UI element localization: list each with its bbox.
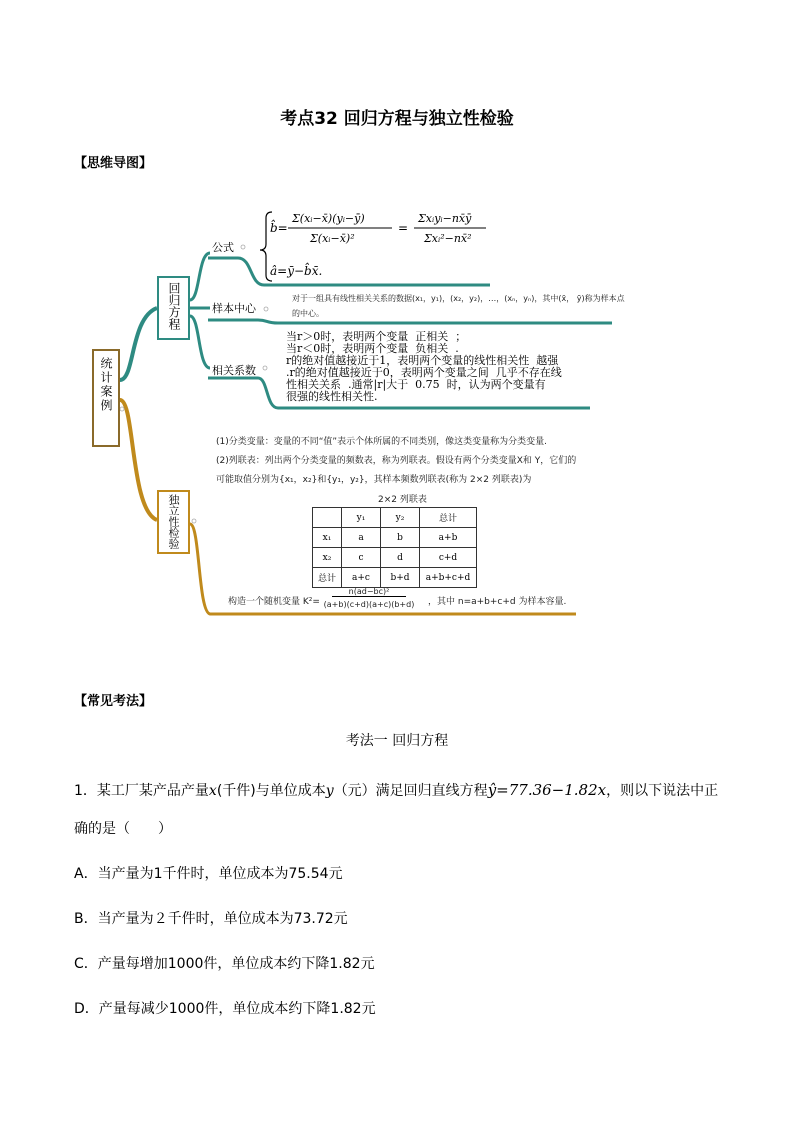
question-var-y: y [325, 783, 334, 799]
correlation-line-6: 很强的线性相关性. [286, 390, 378, 403]
k2-prefix: 构造一个随机变量 K²= [228, 597, 320, 607]
page-title: 考点32 回归方程与独立性检验 [280, 109, 514, 129]
question-stem-line2: 确的是（ ） [74, 821, 172, 837]
option-a[interactable]: A．当产量为1千件时，单位成本为75.54元 [74, 866, 343, 882]
question-stem-part: ，则以下说法中正 [606, 783, 719, 799]
root-node [92, 349, 120, 447]
underline-sample-center [208, 320, 612, 323]
connector-root-regression [120, 308, 157, 380]
correlation-line-2: 当r＜0时，表明两个变量 负相关 . [286, 342, 459, 355]
formula-b-label: b̂= [270, 221, 288, 235]
regression-node [157, 276, 190, 340]
formula-denominator-2: Σxᵢ²−nx̄² [424, 232, 472, 245]
k2-suffix: ，其中 n=a+b+c+d 为样本容量. [428, 597, 567, 607]
table-row [313, 528, 477, 548]
table-cell: b+d [381, 568, 420, 588]
regression-node-label: 回归方程 [167, 282, 181, 330]
formula-a: â=ȳ−b̂x̄. [270, 264, 323, 278]
table-cell: 总计 [420, 508, 477, 528]
sample-center-text-1: 对于一组具有线性相关关系的数据(x₁，y₁)，(x₂，y₂)，…，(xₙ，yₙ)，其中(x̄， ȳ)称为样本点 [292, 294, 625, 303]
table-cell [313, 508, 342, 528]
option-d[interactable]: D．产量每减少1000件，单位成本约下降1.82元 [74, 1001, 376, 1017]
branch-correlation-label: 相关系数 [212, 364, 256, 377]
table-cell: x₁ [313, 528, 342, 548]
table-cell: a+b [420, 528, 477, 548]
contingency-table-caption: 2×2 列联表 [378, 495, 427, 505]
table-cell: a+b+c+d [420, 568, 477, 588]
connector-correlation [190, 316, 210, 368]
table-cell: c+d [420, 548, 477, 568]
independence-node [157, 490, 190, 554]
table-cell: a [342, 528, 381, 548]
table-cell: x₂ [313, 548, 342, 568]
independence-text-2: (2)列联表：列出两个分类变量的频数表，称为列联表。假设有两个分类变量X和 Y，它们的 [216, 456, 577, 466]
connector-formula [190, 253, 210, 300]
k2-numerator: n(ad−bc)² [332, 587, 406, 597]
sample-center-text-2: 的中心。 [292, 309, 324, 318]
method1-heading: 考法一 回归方程 [345, 733, 449, 749]
formula-denominator-1: Σ(xᵢ−x̄)² [310, 232, 355, 245]
underline-formula [208, 258, 490, 285]
independence-node-label: 独立性检验 [167, 494, 180, 549]
root-label: 统计案例 [99, 357, 113, 413]
option-b[interactable]: B．当产量为２千件时，单位成本为73.72元 [74, 911, 348, 927]
question-stem-part: (千件)与单位成本 [216, 783, 326, 799]
question-var-x: x [208, 783, 217, 799]
connector-root-independence [120, 400, 157, 520]
independence-text-3: 可能取值分别为{x₁，x₂}和{y₁，y₂}，其样本频数列联表(称为 2×2 列联表)为 [216, 475, 532, 485]
contingency-table [312, 507, 477, 588]
table-row [313, 568, 477, 588]
formula-numerator-2: Σxᵢyᵢ−nx̄ȳ [418, 212, 472, 225]
formula-numerator-1: Σ(xᵢ−x̄)(yᵢ−ȳ) [292, 212, 365, 225]
question-stem [74, 780, 718, 800]
table-cell: b [381, 528, 420, 548]
section-methods-heading: 【常见考法】 [74, 694, 153, 709]
question-stem-part: （元）满足回归直线方程 [333, 783, 488, 799]
option-c[interactable]: C．产量每增加1000件，单位成本约下降1.82元 [74, 956, 375, 972]
branch-sample-center-label: 样本中心 [212, 302, 256, 315]
k2-denominator: (a+b)(c+d)(a+c)(b+d) [323, 600, 415, 609]
correlation-line-1: 当r＞0时，表明两个变量 正相关 ； [286, 330, 467, 343]
question-stem-part: 1．某工厂某产品产量 [74, 783, 209, 799]
table-row [313, 548, 477, 568]
table-cell: y₂ [381, 508, 420, 528]
table-cell: a+c [342, 568, 381, 588]
independence-text-1: (1)分类变量：变量的不同“值”表示个体所属的不同类别，像这类变量称为分类变量. [216, 437, 547, 447]
table-cell: d [381, 548, 420, 568]
correlation-line-4: .r的绝对值越接近于0，表明两个变量之间 几乎不存在线 [286, 366, 562, 379]
table-cell: 总计 [313, 568, 342, 588]
table-cell: c [342, 548, 381, 568]
regression-equation: ŷ=77.36−1.82x [487, 781, 607, 799]
correlation-line-5: 性相关关系 .通常|r|大于 0.75 时，认为两个变量有 [286, 378, 546, 391]
section-mindmap-heading: 【思维导图】 [74, 156, 153, 171]
table-row [313, 508, 477, 528]
table-cell: y₁ [342, 508, 381, 528]
branch-formula-label: 公式 [212, 241, 234, 254]
correlation-line-3: r的绝对值越接近于1，表明两个变量的线性相关性 越强 [286, 354, 559, 367]
formula-equals: = [398, 221, 409, 235]
